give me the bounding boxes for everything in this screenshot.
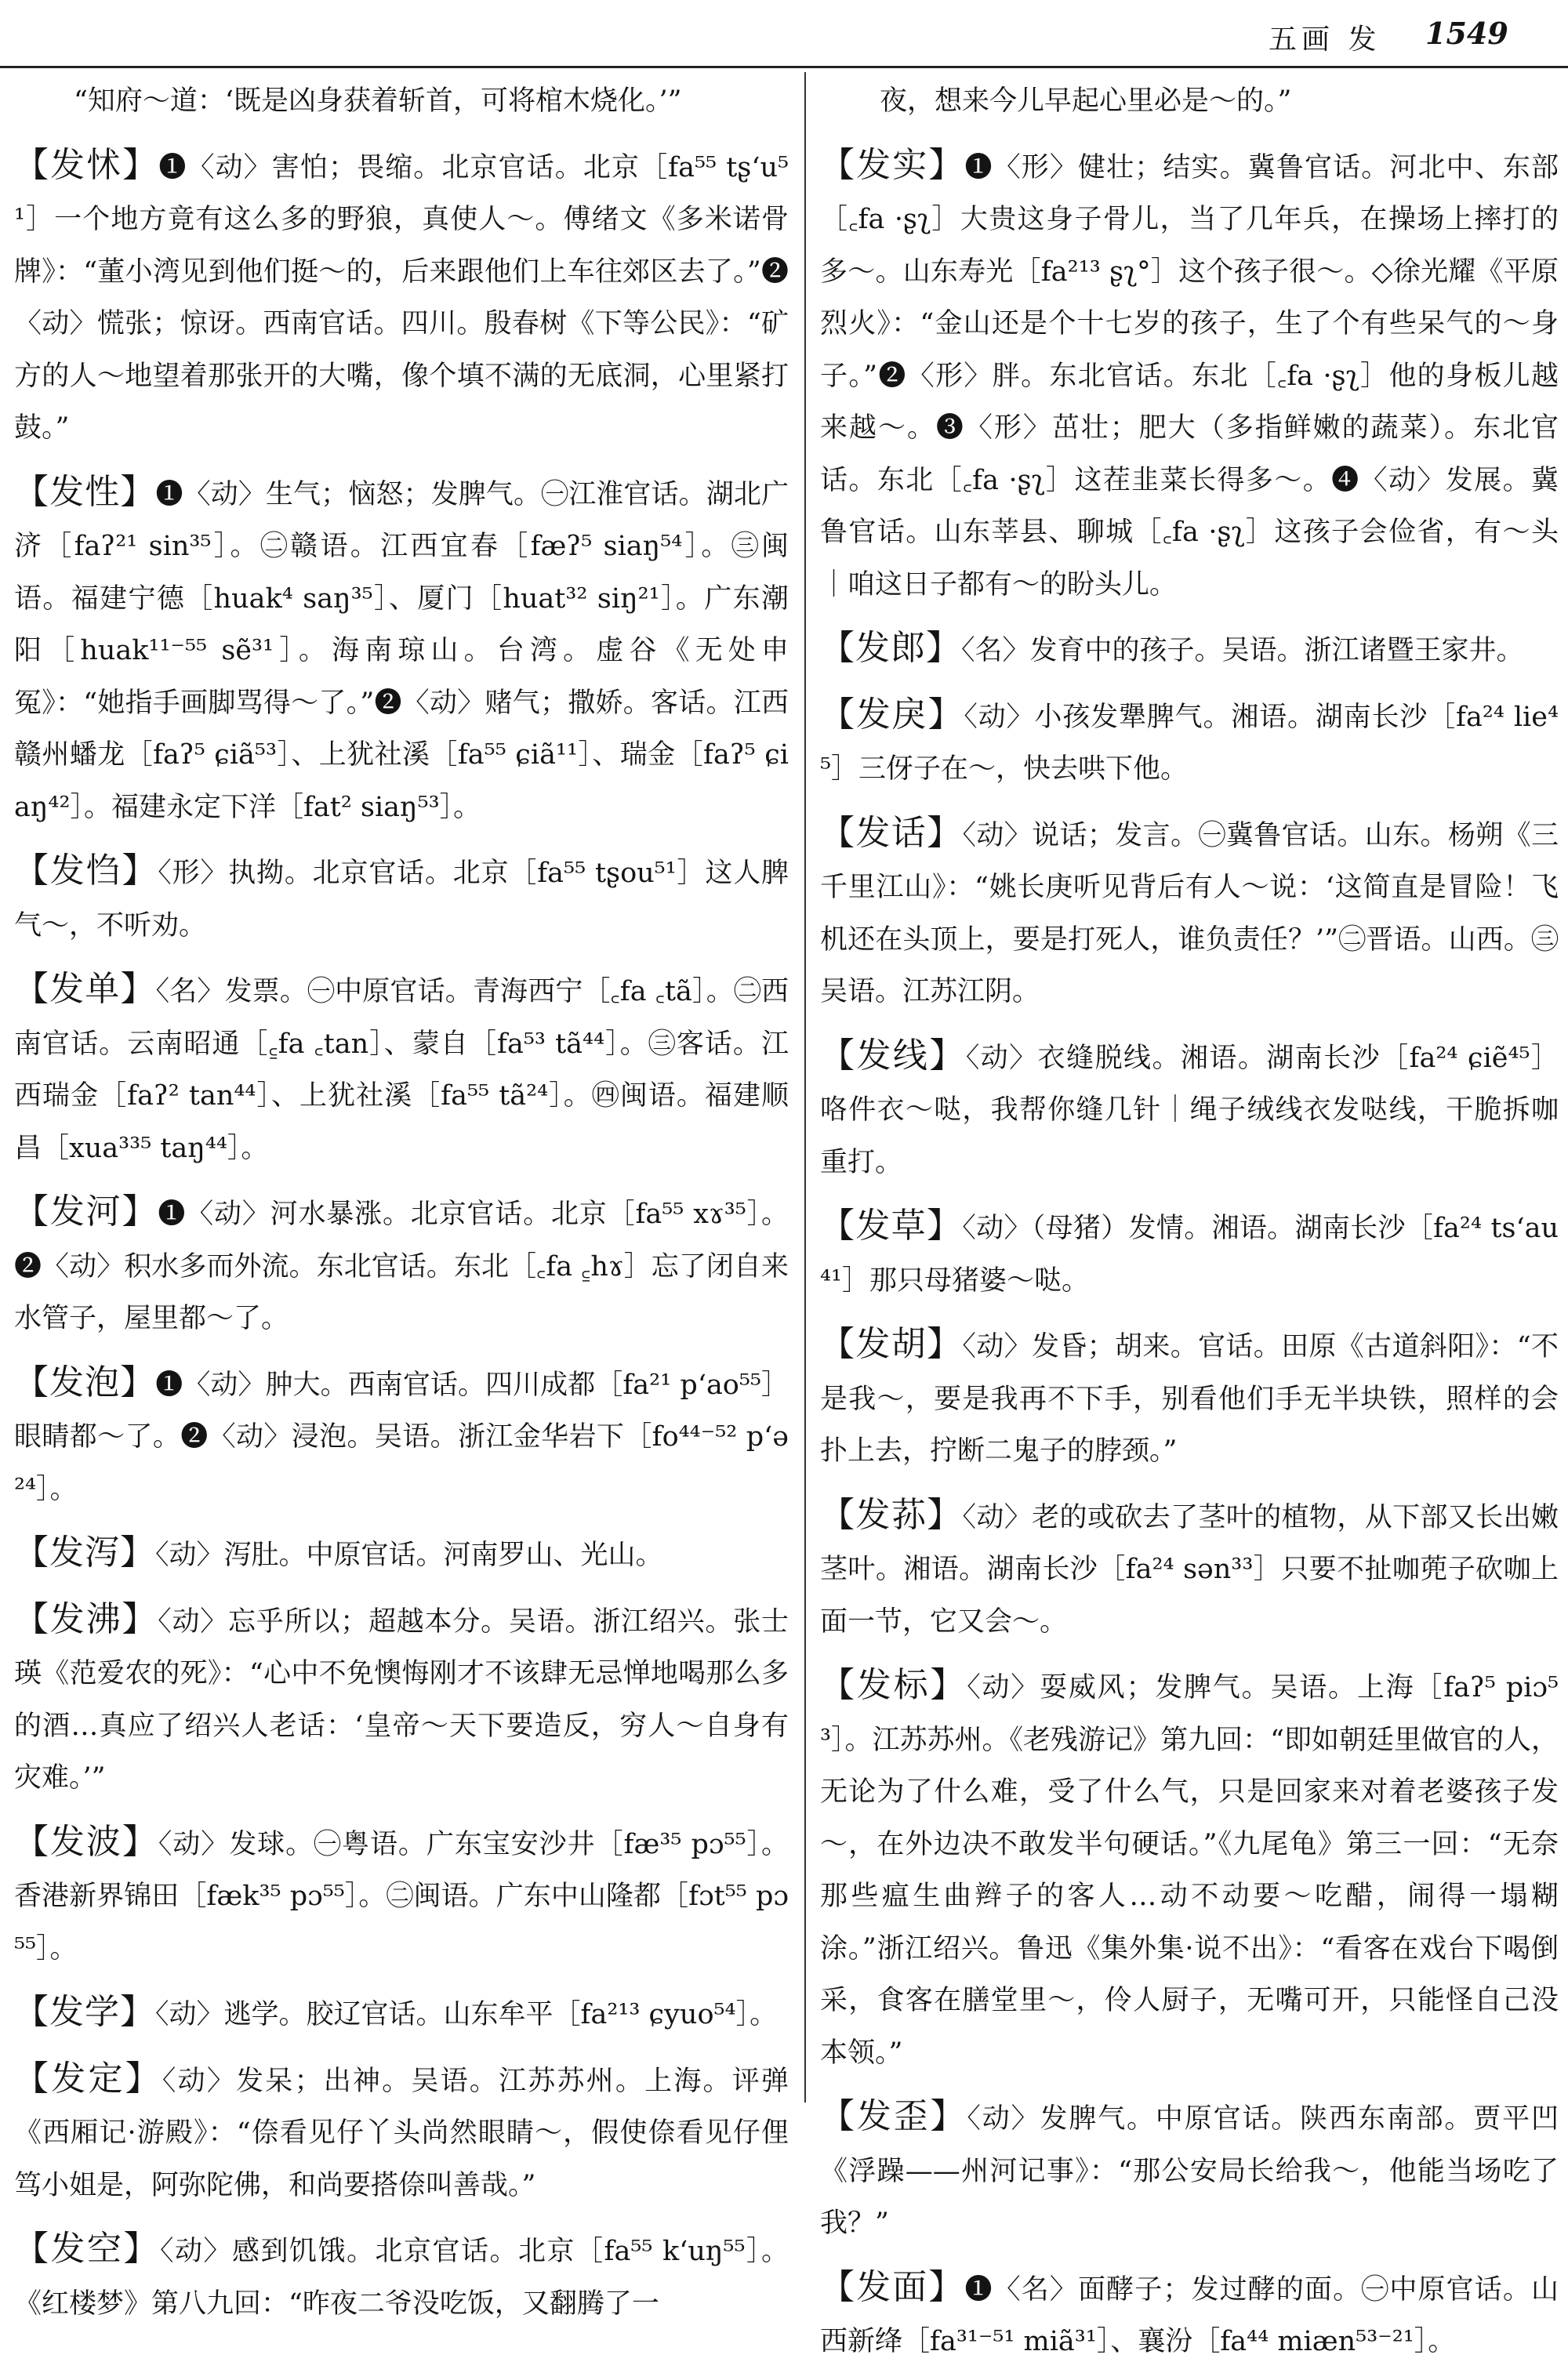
entry-definition: 〈名〉发育中的孩子。吴语。浙江诸暨王家井。 <box>961 635 1524 666</box>
continued-text: 夜，想来今儿早起心里必是～的。” <box>880 85 1292 117</box>
left-column <box>14 75 789 2342</box>
entry-definition: ❶〈动〉害怕；畏缩。北京官话。北京［fa⁵⁵ tʂ‘u⁵¹］一个地方竟有这么多的野狼，真使人～。傅绪文《多米诺骨牌》：“董小湾见到他们挺～的，后来跟他们上车往郊区去了。”❷〈动〉慌张；惊讶。西南官话。四川。殷春树《下等公民》：“矿方的人～地望着那张开的大嘴，像个填不满的无底洞，心里紧打鼓。” <box>14 151 789 444</box>
dictionary-entry <box>14 845 789 952</box>
dictionary-entry <box>14 1816 789 1975</box>
entry-headword: 【发单】 <box>14 969 156 1009</box>
entry-headword: 【发空】 <box>14 2229 160 2269</box>
entry-definition: 〈动〉发球。㊀粤语。广东宝安沙井［fæ³⁵ pɔ⁵⁵］。香港新界锦田［fæk³⁵ pɔ⁵⁵］。㊁闽语。广东中山隆都［fɔt⁵⁵ pɔ⁵⁵］。 <box>14 1828 789 1965</box>
entry-headword: 【发㤘】 <box>14 851 158 891</box>
dictionary-entry <box>820 2262 1559 2368</box>
entry-definition: ❶〈形〉健壮；结实。冀鲁官话。河北中、东部［꜀fa ·ʂʅ］大贵这身子骨儿，当了几年兵，在操场上摔打的多～。山东寿光［fa²¹³ ʂʅ°］这个孩子很～。◇徐光耀《平原烈火》：“金山还是个十七岁的孩子，生了个有些呆气的～身子。”❷〈形〉胖。东北官话。东北［꜀fa ·ʂʅ］他的身板儿越来越～。❸〈形〉茁壮；肥大（多指鲜嫩的蔬菜）。东北官话。东北［꜀fa ·ʂʅ］这茬韭菜长得多～。❹〈动〉发展。冀鲁官话。山东莘县、聊城［꜀fa ·ʂʅ］这孩子会俭省，有～头｜咱这日子都有～的盼头儿。 <box>820 151 1559 600</box>
entry-definition: 〈动〉老的或砍去了茎叶的植物，从下部又长出嫩茎叶。湘语。湖南长沙［fa²⁴ sən³³］只要不扯咖蔸子砍咖上面一节，它又会～。 <box>820 1501 1559 1638</box>
dictionary-entry <box>820 140 1559 611</box>
dictionary-entry <box>14 963 789 1174</box>
entry-headword: 【发郎】 <box>820 628 961 668</box>
entry-definition: 〈动〉发呆；出神。吴语。江苏苏州。上海。评弹《西厢记·游殿》：“倷看见仔丫头尚然眼睛～，假使倷看见仔俚笃小姐是，阿弥陀佛，和尚要搭倷叫善哉。” <box>14 2065 789 2201</box>
dictionary-entry <box>14 2223 789 2330</box>
entry-definition: ❶〈动〉河水暴涨。北京官话。北京［fa⁵⁵ xɤ³⁵］。❷〈动〉积水多而外流。东北官话。东北［꜀fa ꜁hɤ］忘了闭自来水管子，屋里都～了。 <box>14 1199 789 1334</box>
entry-definition: ❶〈动〉生气；恼怒；发脾气。㊀江淮官话。湖北广济［faʔ²¹ sin³⁵］。㊁赣语。江西宜春［fæʔ⁵ siaŋ⁵⁴］。㊂闽语。福建宁德［huak⁴ saŋ³⁵］、厦门［huat³² siŋ²¹］。广东潮阳［huak¹¹⁻⁵⁵ sẽ³¹］。海南琼山。台湾。虚谷《无处申冤》：“她指手画脚骂得～了。”❷〈动〉赌气；撒娇。客话。江西赣州蟠龙［faʔ⁵ ɕiã⁵³］、上犹社溪［fa⁵⁵ ɕiã¹¹］、瑞金［faʔ⁵ ɕiaŋ⁴²］。福建永定下洋［fat² siaŋ⁵³］。 <box>14 478 789 823</box>
entry-headword: 【发学】 <box>14 1992 155 2032</box>
entry-definition: 〈动〉耍威风；发脾气。吴语。上海［faʔ⁵ piɔ⁵³］。江苏苏州。《老残游记》第九回：“即如朝廷里做官的人，无论为了什么难，受了什么气，只是回家来对着老婆孩子发～，在外边决不敢发半句硬话。”《九尾龟》第三一回：“无奈那些瘟生曲辫子的客人…动不动要～吃醋，闹得一塌糊涂。”浙江绍兴。鲁迅《集外集·说不出》：“看客在戏台下喝倒采，食客在膳堂里～，伶人厨子，无嘴可开，只能怪自己没本领。” <box>820 1672 1559 2069</box>
dictionary-entry <box>820 1319 1559 1478</box>
entry-headword: 【发泻】 <box>14 1533 155 1573</box>
entry-definition: 〈动〉感到饥饿。北京官话。北京［fa⁵⁵ k‘uŋ⁵⁵］。《红楼梦》第八九回：“昨夜二爷没吃饭，又翻腾了一 <box>14 2236 789 2320</box>
dictionary-entry <box>14 1527 789 1582</box>
entry-definition: ❶〈动〉肿大。西南官话。四川成都［fa²¹ p‘ao⁵⁵］眼睛都～了。❷〈动〉浸泡。吴语。浙江金华岩下［fo⁴⁴⁻⁵² p‘ə²⁴］。 <box>14 1369 789 1505</box>
continued-text: “知府～道：‘既是凶身获着斩首，可将棺木烧化。’” <box>74 85 682 117</box>
page-number: 1549 <box>1425 16 1508 51</box>
page-header <box>0 0 1568 68</box>
entry-definition: 〈动〉泻肚。中原官话。河南罗山、光山。 <box>155 1540 663 1571</box>
entry-definition: 〈动〉衣缝脱线。湘语。湖南长沙［fa²⁴ ɕiẽ⁴⁵］咯件衣～哒，我帮你缝几针｜绳子绒线衣发哒线，干脆拆咖重打。 <box>820 1042 1559 1178</box>
entry-headword: 【发沸】 <box>14 1598 158 1639</box>
entry-definition: 〈动〉发昏；胡来。官话。田原《古道斜阳》：“不是我～，要是我再不下手，别看他们手无半块铁，照样的会扑上去，拧断二鬼子的脖颈。” <box>820 1331 1559 1467</box>
entry-definition: 〈名〉发票。㊀中原官话。青海西宁［꜀fa ꜀tã］。㊁西南官话。云南昭通［꜁fa ꜀tan］、蒙自［fa⁵³ tã⁴⁴］。㊂客话。江西瑞金［faʔ² tan⁴⁴］、上犹社溪［fa⁵⁵ tã²⁴］。㊃闽语。福建顺昌［xua³³⁵ taŋ⁴⁴］。 <box>14 976 789 1164</box>
dictionary-entry <box>820 689 1559 796</box>
dictionary-entry <box>14 1986 789 2041</box>
dictionary-entry <box>14 1357 789 1516</box>
dictionary-entry <box>820 1030 1559 1189</box>
dictionary-entry <box>14 1594 789 1805</box>
entry-definition: 〈动〉发脾气。中原官话。陕西东南部。贾平凹《浮躁——州河记事》：“那公安局长给我～，他能当场吃了我？” <box>820 2103 1559 2239</box>
entry-headword: 【发波】 <box>14 1821 158 1862</box>
entry-definition: 〈动〉逃学。胶辽官话。山东牟平［fa²¹³ ɕyuo⁵⁴］。 <box>155 1999 778 2030</box>
entry-definition: 〈形〉执拗。北京官话。北京［fa⁵⁵ tʂou⁵¹］这人脾气～，不听劝。 <box>14 858 789 941</box>
entry-definition: 〈动〉忘乎所以；超越本分。吴语。浙江绍兴。张士瑛《范爱农的死》：“心中不免懊悔刚才不该肆无忌惮地喝那么多的酒…真应了绍兴人老话：‘皇帝～天下要造反，穷人～自身有灾难。’” <box>14 1605 789 1794</box>
entry-headword: 【发草】 <box>820 1206 963 1246</box>
entry-headword: 【发话】 <box>820 812 963 853</box>
entry-headword: 【发荪】 <box>820 1494 963 1535</box>
dictionary-entry <box>14 2053 789 2212</box>
entry-headword: 【发实】 <box>820 144 965 185</box>
dictionary-entry <box>820 1489 1559 1649</box>
entry-headword: 【发标】 <box>820 1665 967 1705</box>
dictionary-entry <box>820 807 1559 1018</box>
entry-headword: 【发线】 <box>820 1035 966 1076</box>
entry-headword: 【发性】 <box>14 471 156 512</box>
entry-headword: 【发歪】 <box>820 2096 967 2136</box>
entry-definition: 〈动〉说话；发言。㊀冀鲁官话。山东。杨朔《三千里江山》：“姚长庚听见背后有人～说：‘这简直是冒险！飞机还在头顶上，要是打死人，谁负责任？’”㊁晋语。山西。㊂吴语。江苏江阴。 <box>820 819 1559 1007</box>
column-divider <box>804 72 806 2102</box>
dictionary-entry <box>820 622 1559 677</box>
dictionary-entry <box>14 140 789 455</box>
dictionary-entry <box>820 1200 1559 1307</box>
section-title: 五画 发 <box>1269 24 1381 56</box>
dictionary-entry <box>820 1660 1559 2079</box>
entry-headword: 【发胡】 <box>820 1324 963 1364</box>
dictionary-entry <box>14 1186 789 1345</box>
dictionary-entry <box>820 2091 1559 2250</box>
entry-headword: 【发怵】 <box>14 144 159 185</box>
entry-headword: 【发面】 <box>820 2266 965 2307</box>
dictionary-entry <box>14 466 789 834</box>
entry-headword: 【发泡】 <box>14 1362 156 1402</box>
entry-headword: 【发定】 <box>14 2058 162 2099</box>
entry-headword: 【发戾】 <box>820 694 964 735</box>
entry-headword: 【发河】 <box>14 1192 158 1232</box>
entry-definition: ❶〈名〉面酵子；发过酵的面。㊀中原官话。山西新绛［fa³¹⁻⁵¹ miã³¹］、襄汾［fa⁴⁴ miæn⁵³⁻²¹］。 <box>820 2273 1559 2357</box>
entry-definition: 〈动〉（母猪）发情。湘语。湖南长沙［fa²⁴ ts‘au⁴¹］那只母猪婆～哒。 <box>820 1213 1559 1297</box>
right-column <box>820 75 1559 2380</box>
entry-definition: 〈动〉小孩发犟脾气。湘语。湖南长沙［fa²⁴ lie⁴⁵］三伢子在～，快去哄下他。 <box>820 701 1559 785</box>
